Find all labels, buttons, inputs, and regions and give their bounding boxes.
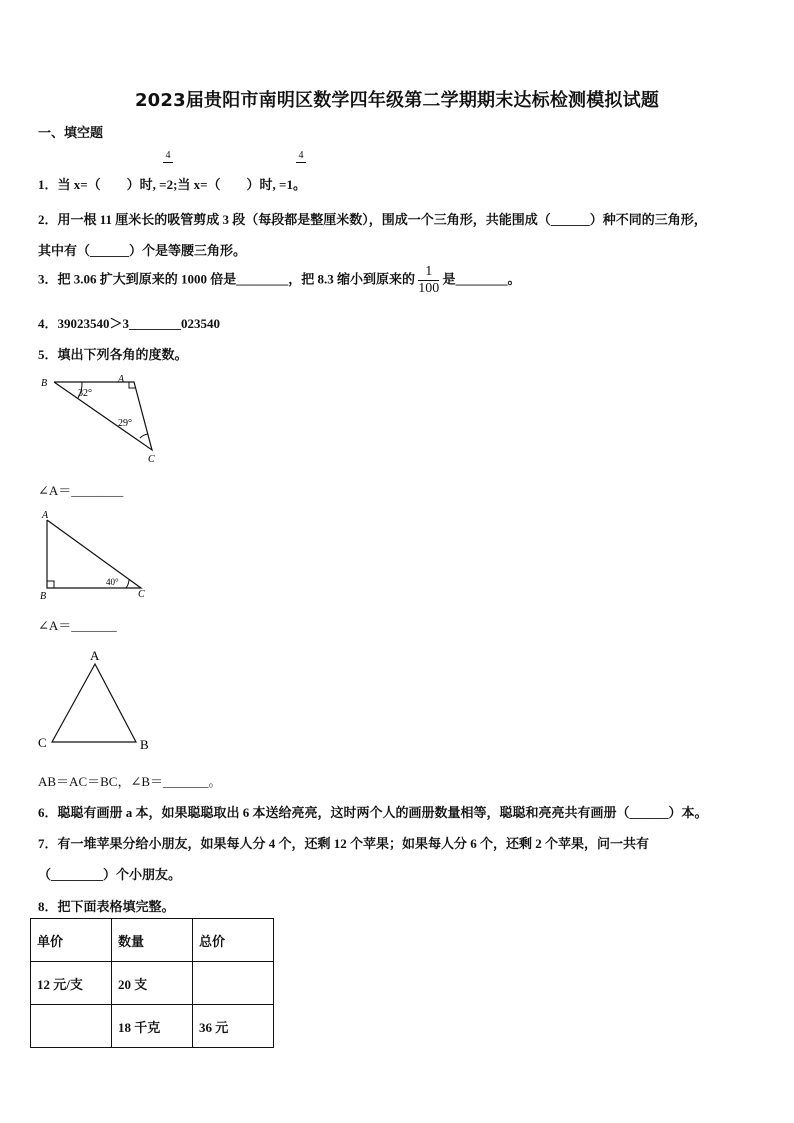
question-4: 4．39023540＞3________023540 [38, 316, 221, 331]
table-cell-blank [31, 1005, 112, 1048]
triangle-2-outline [47, 520, 141, 588]
triangle-2-angle-c-arc [126, 580, 129, 588]
section-heading: 一、填空题 [38, 125, 104, 140]
triangle-3-label-b: B [140, 737, 149, 752]
triangle-1-label-b: B [41, 378, 48, 389]
question-6: 6．聪聪有画册 a 本，如果聪聪取出 6 本送给亮亮，这时两个人的画册数量相等，聪聪和亮亮共有画册（______）本。 [38, 805, 708, 820]
triangle-figure-3 [36, 646, 160, 752]
q3-frac-numerator: 1 [425, 264, 433, 279]
question-1: 1．当 x=（ ）时, =2;当 x=（ ）时, =1。 [38, 177, 306, 192]
question-8: 8．把下面表格填完整。 [38, 899, 175, 914]
triangle-3-label-c: C [38, 735, 47, 750]
triangle-1-angle-c-value: 29° [118, 418, 132, 429]
triangle-3-label-a: A [90, 648, 100, 663]
table-cell: 12 元/支 [31, 962, 112, 1005]
triangle-2-answer: ∠A＝_______ [38, 618, 117, 633]
q3-fraction [418, 264, 439, 297]
triangle-1-answer: ∠A＝________ [38, 483, 124, 498]
table-row [31, 1005, 274, 1048]
question-7-line-2: （________）个小朋友。 [38, 867, 182, 882]
triangle-1-label-a: A [118, 374, 125, 385]
triangle-figure-1 [36, 370, 166, 466]
triangle-2-label-c: C [138, 589, 145, 600]
triangle-2-label-b: B [40, 591, 47, 600]
question-3 [38, 264, 521, 297]
q1-fraction-2 [296, 150, 306, 164]
triangle-2-angle-c-value: 40° [106, 577, 119, 587]
triangle-1-outline [54, 382, 152, 450]
triangle-2-label-a: A [42, 510, 49, 521]
table-cell: 36 元 [193, 1005, 274, 1048]
page-title: 2023届贵阳市南明区数学四年级第二学期期末达标检测模拟试题 [134, 90, 660, 111]
q1-frac2-numerator: 4 [298, 150, 304, 161]
table-header-cell: 单价 [31, 919, 112, 962]
table-header-cell: 总价 [193, 919, 274, 962]
table-cell-blank [193, 962, 274, 1005]
triangle-3-answer: AB＝AC＝BC，∠B＝_______。 [38, 774, 222, 789]
table-header-row [31, 919, 274, 962]
table-cell: 18 千克 [112, 1005, 193, 1048]
question-2-line-1: 2．用一根 11 厘米长的吸管剪成 3 段（每段都是整厘米数），围成一个三角形，共能围成（______）种不同的三角形， [38, 212, 707, 227]
question-2-line-2: 其中有（______）个是等腰三角形。 [38, 243, 247, 258]
q3-text-before: 3．把 3.06 扩大到原来的 1000 倍是________，把 8.3 缩小到原来的 [38, 271, 416, 287]
q3-text-after: 是________。 [442, 271, 521, 287]
triangle-figure-2 [36, 508, 156, 600]
triangle-1-angle-b-value: 32° [78, 388, 92, 399]
triangle-1-angle-c-arc [140, 434, 148, 438]
q1-frac1-numerator: 4 [165, 150, 171, 161]
table-cell: 20 支 [112, 962, 193, 1005]
table-header-cell: 数量 [112, 919, 193, 962]
question-7-line-1: 7．有一堆苹果分给小朋友，如果每人分 4 个，还剩 12 个苹果；如果每人分 6 个，还剩 2 个苹果，问一共有 [38, 836, 650, 851]
q3-frac-denominator: 100 [418, 281, 440, 296]
question-5: 5．填出下列各角的度数。 [38, 347, 188, 362]
triangle-2-right-angle-mark [47, 581, 54, 588]
triangle-3-outline [52, 664, 136, 742]
price-table [30, 918, 274, 1048]
q1-fraction-1 [163, 150, 173, 164]
triangle-1-label-c: C [148, 454, 155, 465]
table-row [31, 962, 274, 1005]
